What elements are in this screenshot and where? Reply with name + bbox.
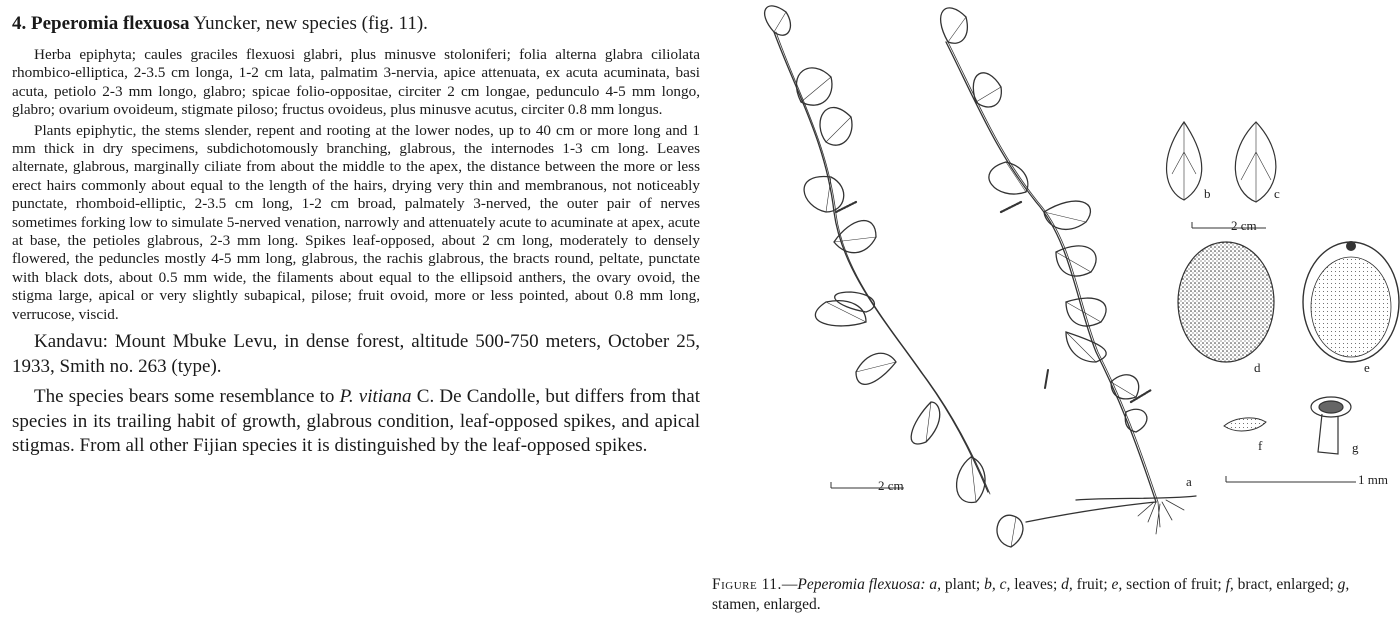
leaf-left-4: [804, 177, 844, 212]
caption-text-d: fruit;: [1072, 576, 1112, 593]
leaf-right-7: [1066, 332, 1106, 362]
species-name: Peperomia flexuosa: [31, 13, 190, 34]
plant-stem-right: [946, 42, 1156, 502]
scale-fruit-text: 1 mm: [1358, 472, 1388, 487]
fruit-d: [1178, 242, 1274, 362]
scale-fruit-line: [1226, 476, 1356, 482]
plant-stem-left: [774, 32, 988, 492]
caption-letter-f: f,: [1225, 576, 1234, 593]
leaf-left-11: [997, 515, 1023, 547]
scale-leaves-text: 2 cm: [1231, 218, 1257, 233]
discussion-italic: P. vitiana: [339, 386, 412, 408]
caption-letter-a: a,: [929, 576, 942, 593]
plant-stem-left-2: [776, 32, 990, 494]
discussion-after: C. De Candolle, but differs from that species in its trailing habit of growth, glabrous condition, leaf-opposed spikes, and apical stigmas. From all other Fijian species it is distinguished by the leaf-opposed spikes.: [12, 386, 700, 457]
caption-text-e: section of fruit;: [1122, 576, 1226, 593]
species-number: 4.: [12, 13, 27, 34]
species-heading: [12, 12, 700, 36]
botanical-illustration: [726, 2, 1400, 582]
label-f: f: [1258, 438, 1263, 453]
locality-paragraph: Kandavu: Mount Mbuke Levu, in dense forest, altitude 500-750 meters, October 25, 1933, Smith no. 263 (type).: [12, 331, 700, 377]
label-b: b: [1204, 186, 1211, 201]
caption-letter-d: d,: [1061, 576, 1073, 593]
leaf-left-5: [834, 221, 876, 253]
leaf-left-9: [911, 402, 940, 444]
leaf-c: [1235, 122, 1276, 202]
figure-caption: [712, 575, 1396, 615]
caption-text-f: bract, enlarged;: [1233, 576, 1338, 593]
bract-f: [1224, 418, 1266, 431]
leaf-left-3: [820, 107, 852, 145]
caption-fig-label: Figure 11.: [712, 576, 782, 593]
caption-letter-bc: b, c,: [984, 576, 1011, 593]
leaf-right-4: [1044, 201, 1090, 229]
discussion-before: The species bears some resemblance to: [34, 386, 340, 408]
text-column: [12, 12, 700, 459]
caption-text-g: stamen, enlarged.: [712, 596, 821, 613]
caption-dash: —: [781, 576, 798, 593]
label-d: d: [1254, 360, 1261, 375]
label-e: e: [1364, 360, 1370, 375]
discussion-paragraph: [12, 385, 700, 459]
caption-text-bc: leaves;: [1010, 576, 1062, 593]
scale-plant-text: 2 cm: [878, 478, 904, 493]
leaf-left-8: [856, 353, 896, 384]
caption-letter-e: e,: [1111, 576, 1123, 593]
latin-description: Herba epiphyta; caules graciles flexuosi glabri, plus minusve stoloniferi; folia alterna glabra ciliolata rhombico-elliptica, 2-3.5 cm longa, 1-2 cm lata, palmatim 3-nervia, apice attenuata, ex acuta acuminata, basi acuta, petiolo 2-3 mm longo, glabro; spicae folio-oppositae, circiter 2 cm longae, pedunculo 4-5 mm longo, glabro; ovarium ovoideum, stigmate piloso; fructus ovoideus, plus minusve acutus, circiter 0.8 mm longus.: [12, 46, 700, 119]
spike-1: [1001, 202, 1021, 212]
caption-species: Peperomia flexuosa:: [797, 576, 926, 593]
plant-roots: [1138, 500, 1184, 534]
caption-letter-g: g,: [1337, 576, 1350, 593]
species-authority: Yuncker, new species (fig. 11).: [193, 13, 428, 34]
leaf-right-8: [1111, 375, 1139, 399]
figure-mark: [1045, 370, 1048, 388]
label-a: a: [1186, 474, 1192, 489]
leaf-left-1: [765, 6, 791, 35]
plant-runner: [1076, 496, 1196, 500]
english-description: Plants epiphytic, the stems slender, repent and rooting at the lower nodes, up to 40 cm or more long and 1 mm thick in dry specimens, subdichotomously branching, glabrous, the internodes 1-3 cm long. Leaves alternate, glabrous, marginally ciliate from about the middle to the apex, the distance between the more or less erect hairs commonly about equal to the length of the hairs, drying very thin and membranous, not noticeably punctate, rhomboid-elliptic, 2-3.5 cm long, 1-2 cm broad, palmately 3-nerved, the outer pair of nerves sometimes forking low to simulate 5-nerved venation, narrowly and attenuately acute to acuminate at apex, acute at base, the petioles glabrous, 2-3 mm long. Spikes leaf-opposed, about 2 cm long, moderately to densely flowered, the peduncles mostly 4-5 mm long, glabrous, the rachis glabrous, the bracts round, peltate, punctate with black dots, about 0.5 mm wide, the filaments about equal to the ellipsoid anthers, the ovary ovoid, the stigma large, apical or very slightly subapical, pilose; fruit ovoid, more or less pointed, about 0.8 mm long, verrucose, viscid.: [12, 121, 700, 323]
illustration-svg: [726, 2, 1400, 582]
caption-text-a: plant;: [941, 576, 985, 593]
label-c: c: [1274, 186, 1280, 201]
stamen-g: [1311, 397, 1351, 454]
plant-runner-2: [1026, 502, 1156, 522]
label-g: g: [1352, 440, 1359, 455]
leaf-right-3: [989, 162, 1028, 194]
leaf-right-1: [941, 8, 968, 43]
leaf-left-10: [957, 457, 985, 502]
